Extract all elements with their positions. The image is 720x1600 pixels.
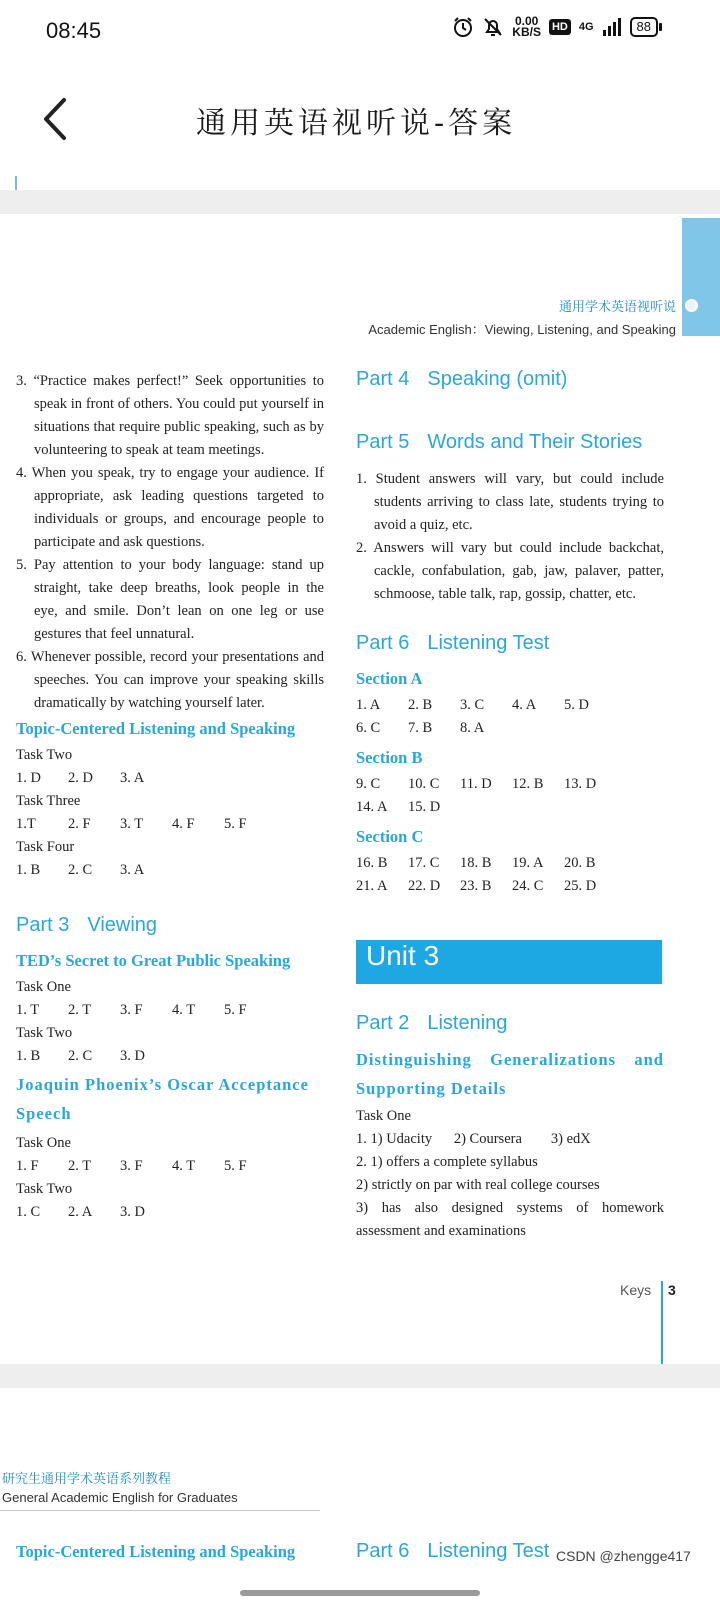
- answer: 16. B: [356, 855, 388, 871]
- answer: 2. C: [68, 1048, 93, 1064]
- left-column: [16, 370, 324, 1224]
- tip-item: 6. Whenever possible, record your presentations and speeches. You can improve your speaking skills dramatically by watching yourself later.: [16, 649, 324, 711]
- page-title: 通用英语视听说-答案: [196, 106, 517, 141]
- page-separator: [0, 190, 720, 214]
- part-heading: Part 2 Listening: [356, 1012, 508, 1034]
- footer-divider: [661, 1281, 663, 1369]
- answer: 24. C: [512, 878, 544, 894]
- header-rule: [0, 1510, 320, 1511]
- answer: 7. B: [408, 720, 433, 736]
- battery-level: 88: [630, 17, 658, 37]
- part-heading: Part 4 Speaking (omit): [356, 368, 568, 390]
- section-heading: Topic-Centered Listening and Speaking: [16, 1542, 296, 1561]
- battery-icon: [659, 23, 662, 31]
- answer-line: 2. 1) offers a complete syllabus: [356, 1154, 538, 1170]
- answer: 25. D: [564, 878, 597, 894]
- answer: 14. A: [356, 799, 388, 815]
- answer: 3. F: [120, 1002, 143, 1018]
- answer-row: [356, 852, 664, 898]
- section-heading: TED’s Secret to Great Public Speaking: [16, 951, 291, 970]
- unit-banner: Unit 3: [356, 940, 662, 984]
- answer: 2. F: [68, 816, 91, 832]
- answer: 4. T: [172, 1002, 196, 1018]
- signal-icon: [602, 18, 622, 36]
- page-dot-icon: [685, 299, 698, 312]
- answer: 2. B: [408, 697, 433, 713]
- network-type: 4G: [578, 21, 594, 33]
- section-heading: Section B: [356, 748, 423, 767]
- answer: 2. T: [68, 1158, 92, 1174]
- footer-label: Keys: [620, 1282, 652, 1298]
- back-button[interactable]: [36, 94, 76, 144]
- answer: 3. C: [460, 697, 485, 713]
- answer: 9. C: [356, 776, 381, 792]
- answer: 4. T: [172, 1158, 196, 1174]
- answer: 1. A: [356, 697, 381, 713]
- list-item: 1. Student answers will vary, but could include students arriving to class late, students trying to avoid a quiz, etc.: [356, 471, 664, 533]
- answer-row: [16, 859, 324, 882]
- answer-row: [356, 694, 664, 740]
- hd-badge: HD: [549, 19, 571, 35]
- task-label: Task One: [356, 1108, 411, 1124]
- answer-row: [16, 1155, 324, 1178]
- answer: 4. F: [172, 816, 195, 832]
- answer: 1. C: [16, 1204, 41, 1220]
- answer: 5. F: [224, 1002, 247, 1018]
- answer: 17. C: [408, 855, 440, 871]
- answer: 2. T: [68, 1002, 92, 1018]
- answer: 15. D: [408, 799, 441, 815]
- answer: 1. T: [16, 1002, 40, 1018]
- answer: 2. D: [68, 770, 93, 786]
- alarm-icon: [452, 16, 474, 38]
- answer-row: [16, 767, 324, 790]
- answer: 10. C: [408, 776, 440, 792]
- part-heading: Part 6 Listening Test: [356, 1540, 550, 1562]
- task-label: Task Two: [16, 747, 73, 763]
- task-label: Task Two: [16, 1181, 73, 1197]
- tip-item: 4. When you speak, try to engage your audience. If appropriate, ask leading questions targeted to individuals or groups, and encourage people to participate and ask questions.: [16, 465, 324, 550]
- section-heading: Topic-Centered Listening and Speaking: [16, 719, 296, 738]
- answer: 23. B: [460, 878, 492, 894]
- next-series-title-cn: 研究生通用学术英语系列教程: [2, 1472, 172, 1487]
- home-indicator[interactable]: [240, 1590, 480, 1596]
- answer: 3. A: [120, 770, 145, 786]
- section-heading: Section A: [356, 669, 423, 688]
- list-item: 2. Answers will vary but could include backchat, cackle, confabulation, gab, jaw, palaver, patter, schmoose, table talk, rap, gossip, chatter, etc.: [356, 540, 664, 602]
- answer: 3. D: [120, 1048, 145, 1064]
- answer: 18. B: [460, 855, 492, 871]
- task-label: Task Two: [16, 1025, 73, 1041]
- answer: 12. B: [512, 776, 544, 792]
- answer: 3. D: [120, 1204, 145, 1220]
- tip-item: 5. Pay attention to your body language: stand up straight, take deep breaths, look people in the eye, and smile. Don’t lean on one leg or use gestures that feel unnatural.: [16, 557, 324, 642]
- app-header: [0, 64, 720, 174]
- answer: 1.T: [16, 816, 36, 832]
- answer: 1. F: [16, 1158, 39, 1174]
- answer: 8. A: [460, 720, 485, 736]
- answer: 21. A: [356, 878, 388, 894]
- answer: 6. C: [356, 720, 381, 736]
- answer: 11. D: [460, 776, 492, 792]
- part-heading: Part 5 Words and Their Stories: [356, 431, 643, 453]
- mute-bell-icon: [482, 16, 504, 38]
- series-title-cn: 通用学术英语视听说: [558, 300, 676, 315]
- network-speed: 0.00 KB/S: [512, 14, 541, 39]
- chevron-left-icon: [36, 94, 76, 144]
- answer: 1. B: [16, 1048, 41, 1064]
- status-time: 08:45: [46, 18, 102, 43]
- answer: 4. A: [512, 697, 537, 713]
- answer-row: [356, 773, 664, 819]
- task-label: Task Three: [16, 793, 81, 809]
- part-heading: Part 6 Listening Test: [356, 632, 550, 654]
- answer: 1. D: [16, 770, 41, 786]
- status-icons: [452, 16, 662, 38]
- answer-row: [16, 1201, 324, 1224]
- answer: 3. A: [120, 862, 145, 878]
- status-bar: [0, 0, 720, 64]
- answer: 13. D: [564, 776, 597, 792]
- next-series-title-en: General Academic English for Graduates: [2, 1490, 238, 1505]
- answer-row: [16, 813, 324, 836]
- task-label: Task One: [16, 1135, 71, 1151]
- task-label: Task Four: [16, 839, 75, 855]
- answer-line: 1. 1) Udacity 2) Coursera 3) edX: [356, 1131, 591, 1147]
- section-heading: Section C: [356, 827, 424, 846]
- answer: 2. A: [68, 1204, 93, 1220]
- answer: 5. F: [224, 816, 247, 832]
- answer: 20. B: [564, 855, 596, 871]
- page-separator: [0, 1364, 720, 1388]
- right-column: [356, 368, 664, 1243]
- answer: 5. F: [224, 1158, 247, 1174]
- section-heading: Joaquin Phoenix’s Oscar Acceptance Speech: [16, 1075, 309, 1123]
- answer: 22. D: [408, 878, 441, 894]
- watermark: CSDN @zhengge417: [556, 1548, 691, 1564]
- page-edge-tab: [682, 218, 720, 336]
- part-heading: Part 3 Viewing: [16, 914, 158, 936]
- series-title-en: Academic English：Viewing, Listening, and Speaking: [368, 322, 676, 337]
- answer: 5. D: [564, 697, 589, 713]
- answer: 1. B: [16, 862, 41, 878]
- task-label: Task One: [16, 979, 71, 995]
- answer-line: 3) has also designed systems of homework assessment and examinations: [356, 1200, 664, 1239]
- answer-row: [16, 999, 324, 1022]
- answer: 2. C: [68, 862, 93, 878]
- section-heading: Distinguishing Generalizations and Supporting Details: [356, 1050, 664, 1098]
- answer: 3. F: [120, 1158, 143, 1174]
- answer: 19. A: [512, 855, 544, 871]
- answer-line: 2) strictly on par with real college courses: [356, 1177, 600, 1193]
- answer-row: [16, 1045, 324, 1068]
- page-number: 3: [668, 1282, 676, 1298]
- answer: 3. T: [120, 816, 144, 832]
- tip-item: 3. “Practice makes perfect!” Seek opportunities to speak in front of others. You could put yourself in situations that require public speaking, such as by volunteering to speak at team meetings.: [16, 373, 324, 458]
